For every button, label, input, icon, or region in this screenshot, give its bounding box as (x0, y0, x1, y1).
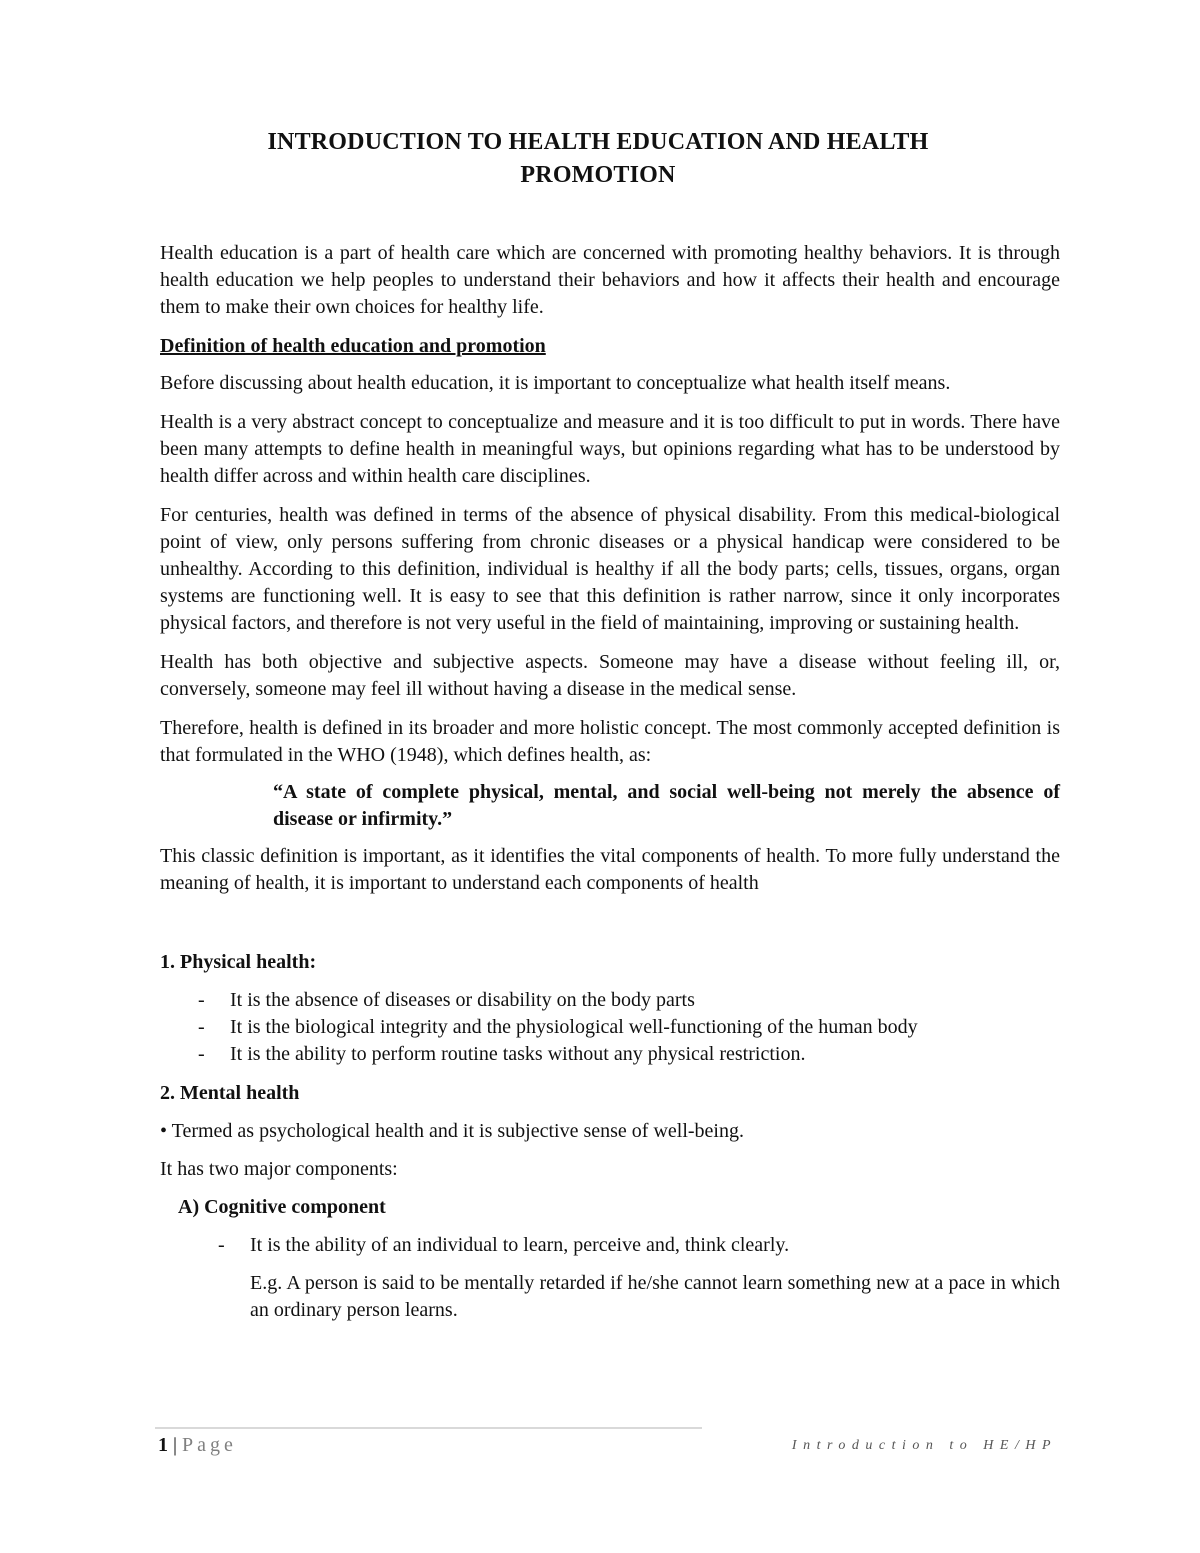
definition-paragraph-5: Therefore, health is defined in its broader and more holistic concept. The most commonly accepted definition is that formulated in the WHO (1948), which defines health, as: (160, 717, 1060, 766)
footer-page-number (158, 1434, 237, 1457)
footer-document-name: Introduction to HE/HP (791, 1438, 1057, 1453)
intro-paragraph: Health education is a part of health care which are concerned with promoting healthy behaviors. It is through health education we help peoples to understand their behaviors and how it affects their health and encourage them to make their own choices for healthy life. (160, 242, 1060, 318)
title-line-1: INTRODUCTION TO HEALTH EDUCATION AND HEALTH (267, 129, 929, 155)
physical-health-heading: 1. Physical health: (160, 951, 317, 973)
definition-paragraph-1: Before discussing about health education, it is important to conceptualize what health itself means. (160, 372, 951, 394)
footer-separator: | (173, 1434, 178, 1456)
page-number: 1 (158, 1434, 168, 1456)
definition-heading: Definition of health education and promotion (160, 335, 546, 357)
components-intro: It has two major components: (160, 1158, 398, 1180)
mental-health-bullet: • Termed as psychological health and it is subjective sense of well-being. (160, 1120, 744, 1142)
cognitive-component-heading: A) Cognitive component (178, 1196, 386, 1218)
definition-paragraph-2: Health is a very abstract concept to conceptualize and measure and it is too difficult to put in words. There have been many attempts to define health in meaningful ways, but opinions regarding what has to be understood by health differ across and within health care disciplines. (160, 411, 1060, 487)
list-item: - It is the biological integrity and the physiological well-functioning of the human body (160, 1014, 1060, 1041)
title-line-2: PROMOTION (520, 162, 676, 188)
page-label: Page (182, 1434, 237, 1456)
cognitive-item: - It is the ability of an individual to learn, perceive and, think clearly. (160, 1232, 1060, 1259)
definition-paragraph-3: For centuries, health was defined in terms of the absence of physical disability. From this medical-biological point of view, only persons suffering from chronic diseases or a physical handicap were considered to be unhealthy. According to this definition, individual is healthy if all the body parts; cells, tissues, organs, organ systems are functioning well. It is easy to see that this definition is rather narrow, since it only incorporates physical factors, and therefore is not very useful in the field of maintaining, improving or sustaining health. (160, 504, 1060, 634)
mental-health-heading: 2. Mental health (160, 1082, 300, 1104)
list-item: - It is the absence of diseases or disability on the body parts (160, 987, 1060, 1014)
who-definition-quote: “A state of complete physical, mental, and social well-being not merely the absence of disease or infirmity.” (273, 781, 1060, 830)
document-body (160, 240, 1060, 1324)
definition-paragraph-4: Health has both objective and subjective aspects. Someone may have a disease without feeling ill, or, conversely, someone may feel ill without having a disease in the medical sense. (160, 651, 1060, 700)
list-item: - It is the ability to perform routine tasks without any physical restriction. (160, 1041, 1060, 1068)
cognitive-example: E.g. A person is said to be mentally retarded if he/she cannot learn something new at a pace in which an ordinary person learns. (250, 1272, 1060, 1321)
footer-divider (155, 1427, 702, 1429)
document-title (150, 126, 1046, 192)
after-quote-paragraph: This classic definition is important, as it identifies the vital components of health. To more fully understand the meaning of health, it is important to understand each components of health (160, 845, 1060, 894)
physical-health-list (160, 987, 1060, 1068)
